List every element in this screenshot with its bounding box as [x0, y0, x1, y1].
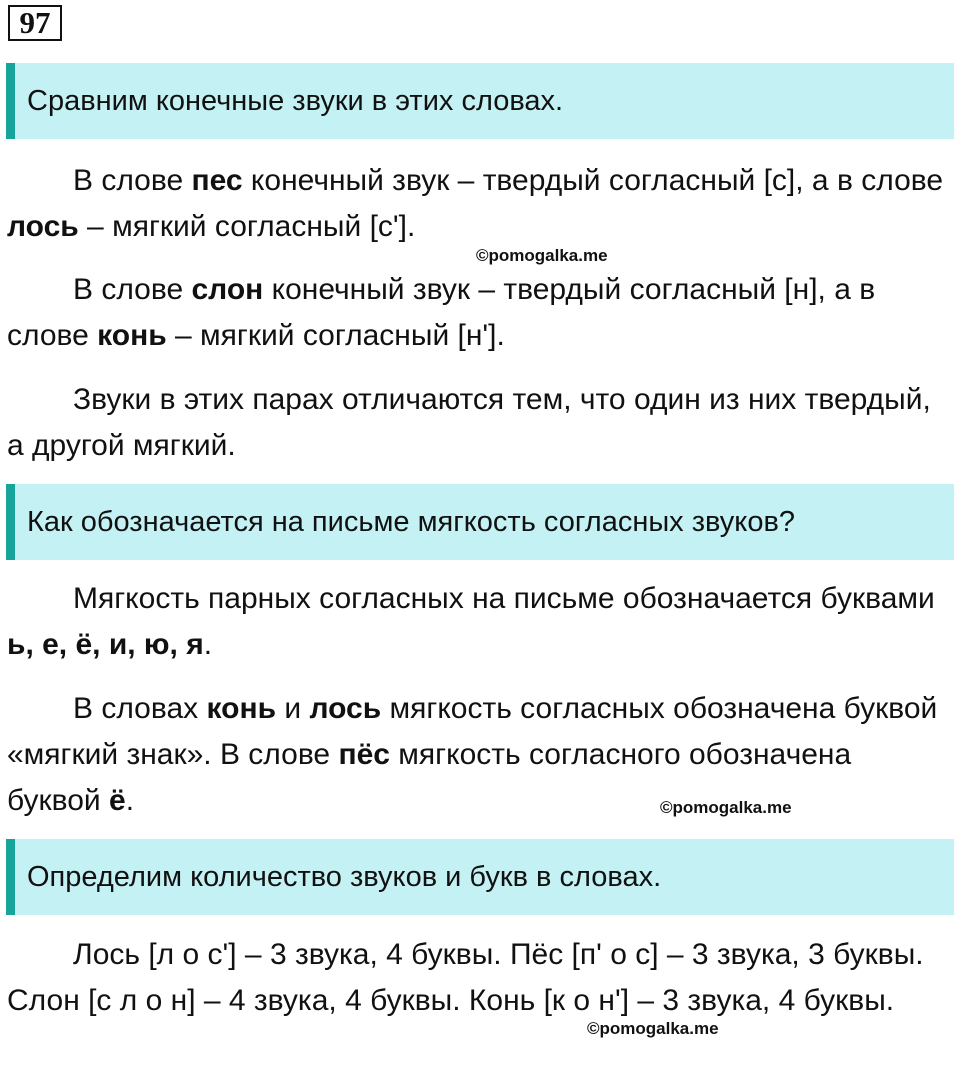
- paragraph: [7, 576, 947, 668]
- watermark: ©pomogalka.me: [660, 798, 792, 817]
- text-run: В словах: [73, 692, 207, 725]
- bold-term: конь: [206, 692, 277, 725]
- text-run: Мягкость парных согласных на письме обозначается буквами: [73, 582, 935, 615]
- bold-term: пес: [191, 164, 243, 197]
- text-run: .: [203, 628, 213, 661]
- paragraph: [7, 686, 947, 824]
- paragraph: [7, 377, 947, 469]
- bold-term: ё: [109, 784, 126, 817]
- watermark: ©pomogalka.me: [587, 1019, 719, 1038]
- text-run: и: [276, 692, 310, 725]
- paragraph: [7, 158, 947, 250]
- text-run: Звуки в этих парах отличаются тем, что один из них твердый, а другой мягкий.: [7, 383, 931, 462]
- text-run: мягкость согласного обозначена буквой: [7, 738, 852, 817]
- section-heading-1: Сравним конечные звуки в этих словах.: [6, 63, 954, 139]
- bold-term: ь, е, ё, и, ю, я: [7, 628, 204, 661]
- section-heading-2: Как обозначается на письме мягкость согласных звуков?: [6, 484, 954, 560]
- text-run: конечный звук – твердый согласный [н], а в слове: [7, 273, 876, 352]
- text-run: конечный звук – твердый согласный [с], а в слове: [242, 164, 944, 197]
- paragraph: [7, 932, 947, 1024]
- bold-term: лось: [309, 692, 382, 725]
- text-run: В слове: [73, 273, 192, 306]
- bold-term: конь: [97, 319, 167, 352]
- text-run: В слове: [73, 164, 192, 197]
- text-run: .: [125, 784, 135, 817]
- watermark: ©pomogalka.me: [476, 246, 608, 265]
- text-run: – мягкий согласный [н'].: [166, 319, 505, 352]
- text-run: Лось [л о с'] – 3 звука, 4 буквы. Пёс [п' о с] – 3 звука, 3 буквы. Слон [с л о н] – 4 звука, 4 буквы. Конь [к о н'] – 3 звука, 4 буквы.: [7, 938, 924, 1017]
- paragraph: [7, 267, 947, 359]
- task-number-box: 97: [8, 5, 62, 41]
- bold-term: пёс: [338, 738, 390, 771]
- text-run: мягкость согласных обозначена буквой «мягкий знак». В слове: [7, 692, 938, 771]
- bold-term: слон: [191, 273, 264, 306]
- bold-term: лось: [7, 210, 79, 243]
- text-run: – мягкий согласный [с'].: [78, 210, 416, 243]
- section-heading-3: Определим количество звуков и букв в словах.: [6, 839, 954, 915]
